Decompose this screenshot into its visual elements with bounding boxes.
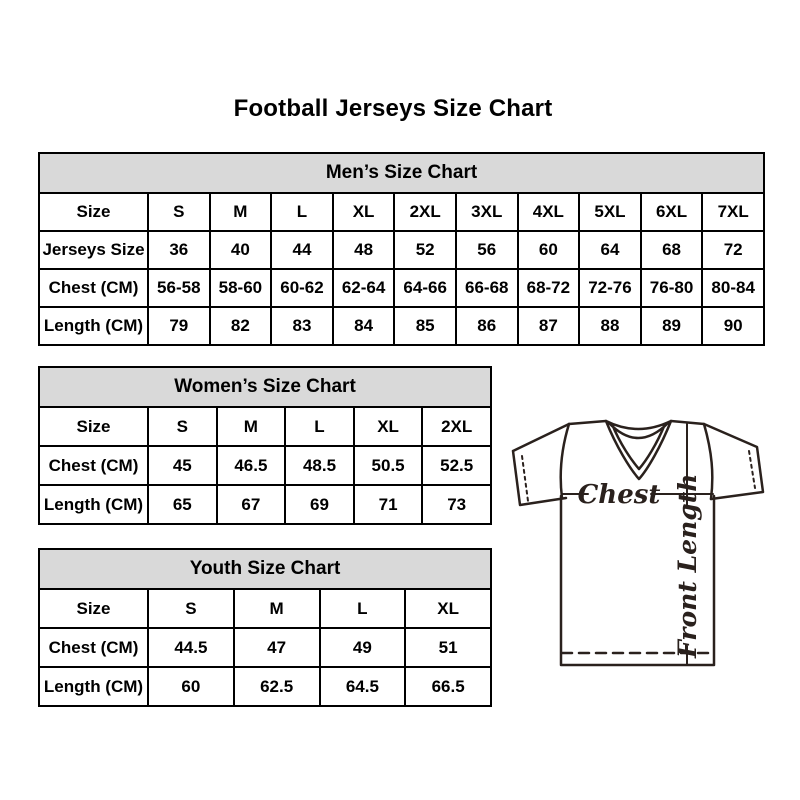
value-cell: 86 bbox=[456, 307, 518, 345]
value-cell: 65 bbox=[148, 485, 217, 524]
value-cell: S bbox=[148, 589, 234, 628]
table-row bbox=[39, 446, 491, 485]
value-cell: 49 bbox=[320, 628, 406, 667]
row-header-cell: Length (CM) bbox=[39, 307, 148, 345]
jersey-measurement-diagram bbox=[503, 401, 783, 677]
value-cell: 48.5 bbox=[285, 446, 354, 485]
value-cell: 5XL bbox=[579, 193, 641, 231]
row-header-cell: Chest (CM) bbox=[39, 446, 148, 485]
value-cell: 82 bbox=[210, 307, 272, 345]
table-title: Youth Size Chart bbox=[39, 549, 491, 589]
value-cell: S bbox=[148, 193, 210, 231]
row-header-cell: Jerseys Size bbox=[39, 231, 148, 269]
value-cell: 40 bbox=[210, 231, 272, 269]
value-cell: 85 bbox=[394, 307, 456, 345]
value-cell: 64.5 bbox=[320, 667, 406, 706]
value-cell: 90 bbox=[702, 307, 764, 345]
value-cell: 60-62 bbox=[271, 269, 333, 307]
value-cell: 72-76 bbox=[579, 269, 641, 307]
womens-size-table bbox=[38, 366, 492, 525]
row-header-cell: Size bbox=[39, 589, 148, 628]
value-cell: XL bbox=[333, 193, 395, 231]
value-cell: 58-60 bbox=[210, 269, 272, 307]
value-cell: 4XL bbox=[518, 193, 580, 231]
value-cell: 64-66 bbox=[394, 269, 456, 307]
value-cell: 6XL bbox=[641, 193, 703, 231]
row-header-cell: Size bbox=[39, 407, 148, 446]
table-row bbox=[39, 485, 491, 524]
value-cell: 50.5 bbox=[354, 446, 423, 485]
value-cell: 47 bbox=[234, 628, 320, 667]
value-cell: M bbox=[234, 589, 320, 628]
value-cell: 73 bbox=[422, 485, 491, 524]
table-row bbox=[39, 307, 764, 345]
value-cell: 2XL bbox=[422, 407, 491, 446]
value-cell: 88 bbox=[579, 307, 641, 345]
row-header-cell: Chest (CM) bbox=[39, 628, 148, 667]
jersey-collar bbox=[606, 421, 671, 479]
mens-size-table bbox=[38, 152, 765, 346]
row-header-cell: Size bbox=[39, 193, 148, 231]
chest-label: Chest bbox=[577, 480, 661, 510]
value-cell: 3XL bbox=[456, 193, 518, 231]
value-cell: 67 bbox=[217, 485, 286, 524]
value-cell: 72 bbox=[702, 231, 764, 269]
value-cell: 46.5 bbox=[217, 446, 286, 485]
value-cell: 79 bbox=[148, 307, 210, 345]
row-header-cell: Chest (CM) bbox=[39, 269, 148, 307]
value-cell: L bbox=[320, 589, 406, 628]
value-cell: 83 bbox=[271, 307, 333, 345]
value-cell: 60 bbox=[148, 667, 234, 706]
row-header-cell: Length (CM) bbox=[39, 667, 148, 706]
row-header-cell: Length (CM) bbox=[39, 485, 148, 524]
value-cell: 84 bbox=[333, 307, 395, 345]
value-cell: 52 bbox=[394, 231, 456, 269]
value-cell: L bbox=[271, 193, 333, 231]
page-title: Football Jerseys Size Chart bbox=[233, 95, 553, 122]
value-cell: 48 bbox=[333, 231, 395, 269]
value-cell: 64 bbox=[579, 231, 641, 269]
table-row bbox=[39, 589, 491, 628]
table-title: Women’s Size Chart bbox=[39, 367, 491, 407]
value-cell: 7XL bbox=[702, 193, 764, 231]
table-row bbox=[39, 407, 491, 446]
value-cell: 69 bbox=[285, 485, 354, 524]
value-cell: 56-58 bbox=[148, 269, 210, 307]
value-cell: 66.5 bbox=[405, 667, 491, 706]
front-length-label: Front Length bbox=[673, 473, 702, 658]
value-cell: 68-72 bbox=[518, 269, 580, 307]
value-cell: 68 bbox=[641, 231, 703, 269]
value-cell: 56 bbox=[456, 231, 518, 269]
value-cell: M bbox=[210, 193, 272, 231]
value-cell: 2XL bbox=[394, 193, 456, 231]
value-cell: XL bbox=[354, 407, 423, 446]
value-cell: 71 bbox=[354, 485, 423, 524]
value-cell: L bbox=[285, 407, 354, 446]
value-cell: 45 bbox=[148, 446, 217, 485]
value-cell: 80-84 bbox=[702, 269, 764, 307]
value-cell: 60 bbox=[518, 231, 580, 269]
table-row bbox=[39, 628, 491, 667]
value-cell: 62.5 bbox=[234, 667, 320, 706]
value-cell: 52.5 bbox=[422, 446, 491, 485]
value-cell: S bbox=[148, 407, 217, 446]
value-cell: 66-68 bbox=[456, 269, 518, 307]
table-row bbox=[39, 193, 764, 231]
value-cell: 76-80 bbox=[641, 269, 703, 307]
value-cell: 87 bbox=[518, 307, 580, 345]
youth-size-table bbox=[38, 548, 492, 707]
value-cell: 36 bbox=[148, 231, 210, 269]
value-cell: 51 bbox=[405, 628, 491, 667]
table-row bbox=[39, 269, 764, 307]
table-title: Men’s Size Chart bbox=[39, 153, 764, 193]
value-cell: 44 bbox=[271, 231, 333, 269]
jersey-shoulders bbox=[569, 421, 606, 424]
value-cell: M bbox=[217, 407, 286, 446]
value-cell: 89 bbox=[641, 307, 703, 345]
value-cell: 44.5 bbox=[148, 628, 234, 667]
value-cell: XL bbox=[405, 589, 491, 628]
table-row bbox=[39, 231, 764, 269]
table-row bbox=[39, 667, 491, 706]
value-cell: 62-64 bbox=[333, 269, 395, 307]
